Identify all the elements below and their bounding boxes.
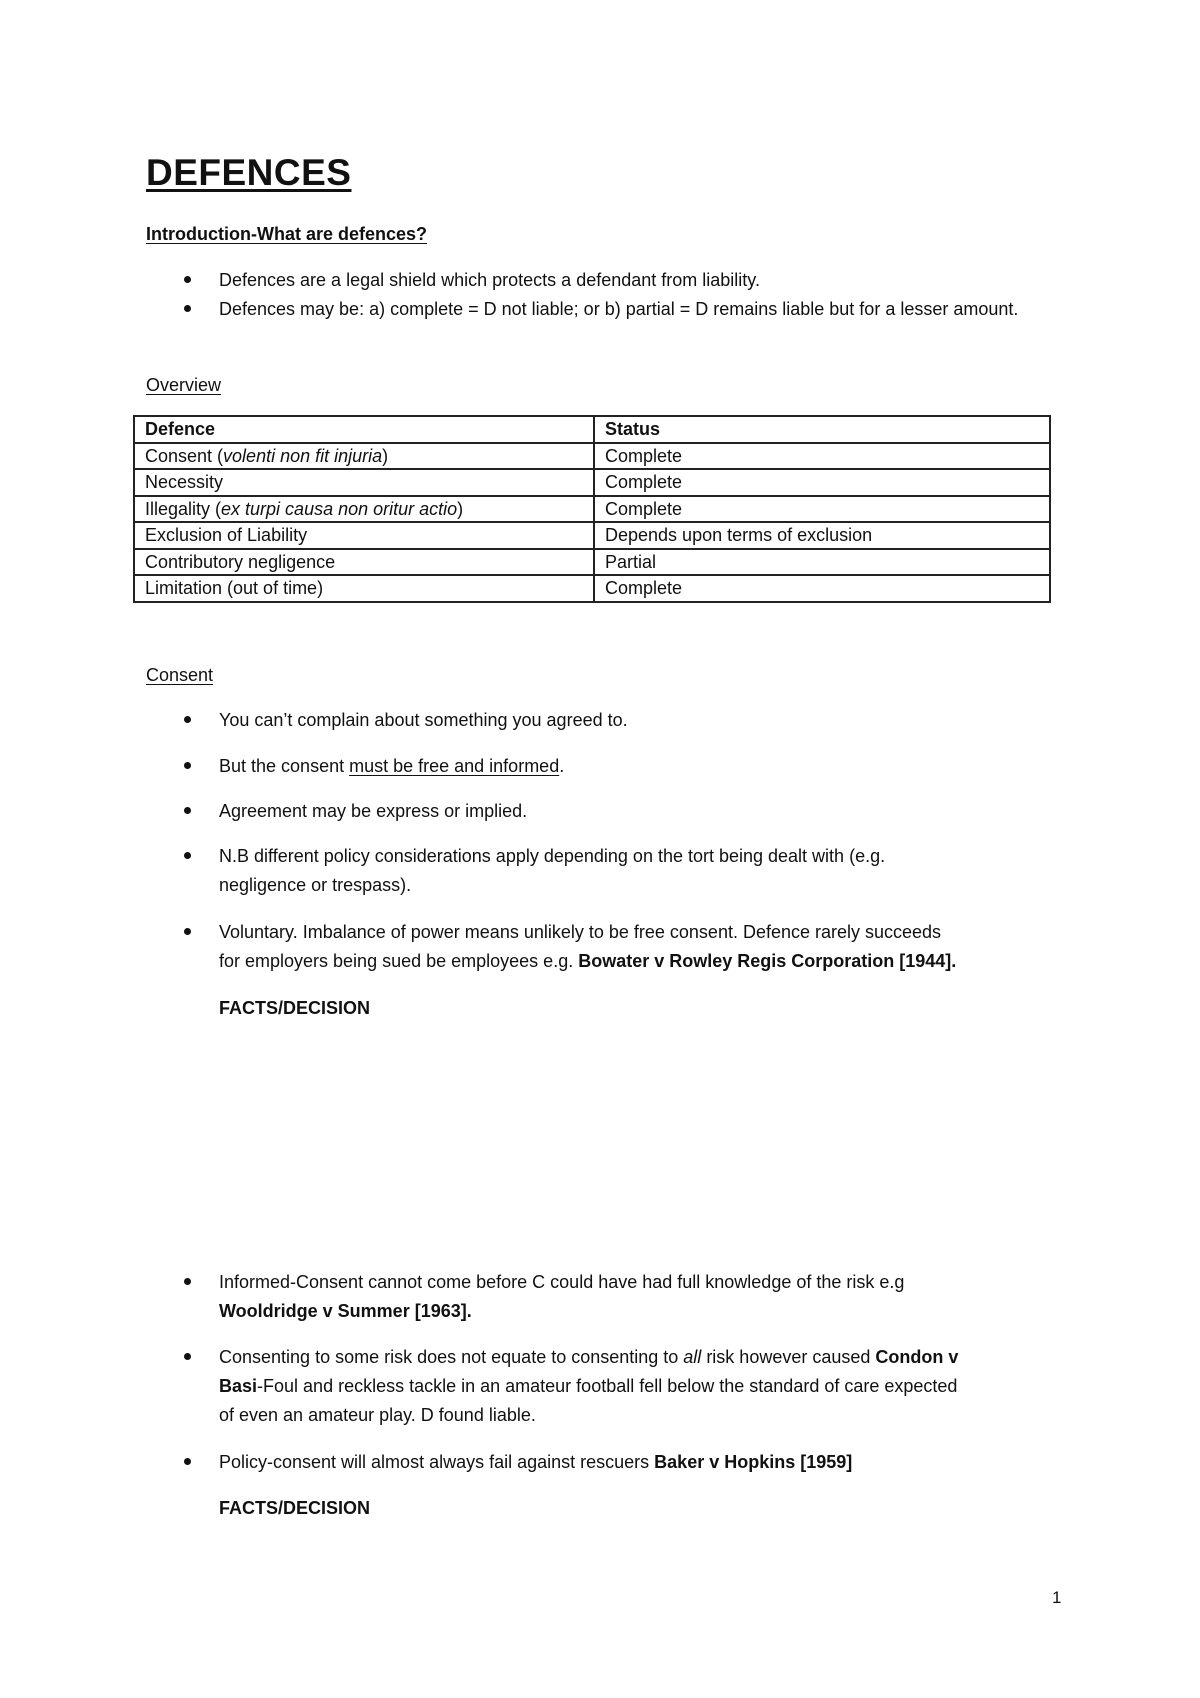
status-cell: Complete [594,443,1050,470]
bullet-dot [184,852,191,859]
intro-bullet-2: Defences may be: a) complete = D not liable; or b) partial = D remains liable but for a lesser amount. [219,299,1019,319]
table-row [134,522,1050,549]
defence-cell: Consent (volenti non fit injuria) [134,443,594,470]
table-row [134,496,1050,523]
column-header-status: Status [594,416,1050,443]
table-row [134,443,1050,470]
bullet-dot [184,807,191,814]
defence-cell: Limitation (out of time) [134,575,594,602]
status-cell: Partial [594,549,1050,576]
consent-bullet-5: Voluntary. Imbalance of power means unlikely to be free consent. Defence rarely succeeds for employers being sued be employees e.g. Bowater v Rowley Regis Corporation [1944]. [219,922,957,971]
defence-cell: Exclusion of Liability [134,522,594,549]
facts-decision-label: FACTS/DECISION [219,1498,371,1518]
status-cell: Complete [594,496,1050,523]
defence-cell: Contributory negligence [134,549,594,576]
bullet-dot [184,762,191,769]
table-row [134,575,1050,602]
status-cell: Depends upon terms of exclusion [594,522,1050,549]
table-row [134,549,1050,576]
intro-heading: Introduction-What are defences? [146,224,428,244]
page-title: DEFENCES [146,152,352,193]
bullet-dot [184,1278,191,1285]
page-number: 1 [1052,1588,1062,1607]
consent-bullet-2: But the consent must be free and informed. [219,756,565,776]
bullet-dot [184,305,191,312]
facts-decision-label: FACTS/DECISION [219,998,371,1018]
overview-table [133,415,1051,603]
defence-cell: Necessity [134,469,594,496]
bullet-dot [184,1458,191,1465]
bullet-dot [184,928,191,935]
table-row [134,469,1050,496]
consent-bullet-1: You can’t complain about something you agreed to. [219,710,628,730]
intro-bullet-1: Defences are a legal shield which protects a defendant from liability. [219,270,760,290]
defence-cell: Illegality (ex turpi causa non oritur actio) [134,496,594,523]
status-cell: Complete [594,575,1050,602]
consent-bullet-8: Policy-consent will almost always fail against rescuers Baker v Hopkins [1959] [219,1452,853,1472]
column-header-defence: Defence [134,416,594,443]
bullet-dot [184,1353,191,1360]
consent-heading: Consent [146,665,214,685]
bullet-dot [184,716,191,723]
consent-bullet-7: Consenting to some risk does not equate to consenting to all risk however caused Condon v Basi-Foul and reckless tackle in an amateur football fell below the standard of care expected of even an amateur play. D found liable. [219,1347,959,1425]
consent-bullet-4: N.B different policy considerations apply depending on the tort being dealt with (e.g. negligence or trespass). [219,846,886,895]
consent-bullet-6: Informed-Consent cannot come before C could have had full knowledge of the risk e.g Wooldridge v Summer [1963]. [219,1272,905,1321]
overview-heading: Overview [146,375,222,395]
bullet-dot [184,276,191,283]
consent-bullet-3: Agreement may be express or implied. [219,801,528,821]
table-header-row [134,416,1050,443]
status-cell: Complete [594,469,1050,496]
